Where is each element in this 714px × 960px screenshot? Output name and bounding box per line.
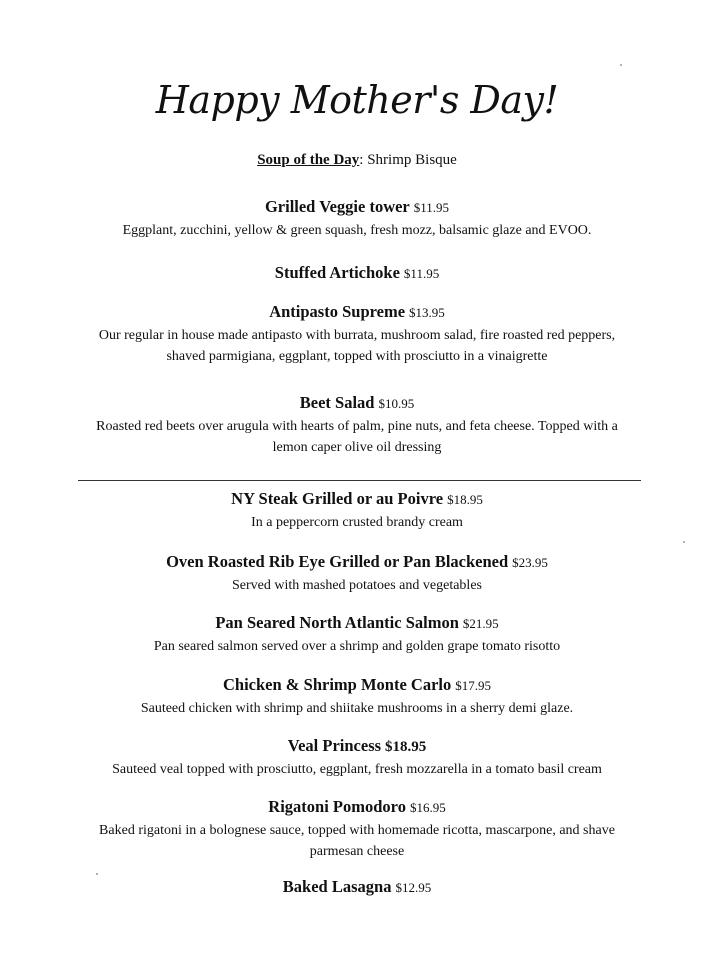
item-price: $13.95 <box>409 305 445 320</box>
item-price: $23.95 <box>512 555 548 570</box>
menu-item <box>0 302 714 367</box>
item-description-line: parmesan cheese <box>309 844 405 859</box>
menu-item <box>0 489 714 533</box>
menu-item <box>0 197 714 241</box>
section-divider <box>78 480 641 481</box>
menu-item <box>0 675 714 719</box>
item-name: Stuffed Artichoke <box>274 263 400 282</box>
item-description: In a peppercorn crusted brandy cream <box>251 515 463 530</box>
item-description: Served with mashed potatoes and vegetables <box>232 578 482 593</box>
item-price: $10.95 <box>378 396 415 411</box>
item-name: Beet Salad <box>299 393 375 412</box>
item-name: Antipasto Supreme <box>269 302 406 321</box>
menu-item <box>0 552 714 596</box>
soup-separator: : <box>359 152 364 168</box>
paper-speck <box>683 541 685 543</box>
item-price: $11.95 <box>403 266 440 281</box>
paper-speck <box>620 64 622 66</box>
item-description-line: Baked rigatoni in a bolognese sauce, topped with homemade ricotta, mascarpone, and shave <box>99 823 615 838</box>
paper-speck <box>96 873 98 875</box>
item-description: Eggplant, zucchini, yellow & green squash, fresh mozz, balsamic glaze and EVOO. <box>122 223 592 238</box>
item-description: Pan seared salmon served over a shrimp and golden grape tomato risotto <box>153 639 561 654</box>
item-description <box>0 416 714 458</box>
item-description-line: shaved parmigiana, eggplant, topped with prosciutto in a vinaigrette <box>166 349 548 364</box>
soup-value: Shrimp Bisque <box>367 152 457 168</box>
item-price: $21.95 <box>462 616 499 631</box>
menu-item <box>0 393 714 458</box>
item-price: $16.95 <box>409 800 446 815</box>
item-description: Sauteed veal topped with prosciutto, eggplant, fresh mozzarella in a tomato basil cream <box>112 762 602 777</box>
item-name: Oven Roasted Rib Eye Grilled or Pan Blackened <box>166 552 509 571</box>
item-description: Sauteed chicken with shrimp and shiitake mushrooms in a sherry demi glaze. <box>140 701 574 716</box>
page-title: Happy Mother's Day! <box>155 78 559 122</box>
item-price: $18.95 <box>385 739 427 755</box>
menu-item <box>0 613 714 657</box>
soup-label: Soup of the Day <box>257 152 360 168</box>
item-description-line: Roasted red beets over arugula with hearts of palm, pine nuts, and feta cheese. Topped with a <box>96 419 618 434</box>
menu-item <box>0 797 714 862</box>
item-name: Grilled Veggie tower <box>264 197 410 216</box>
soup-of-the-day <box>0 152 714 169</box>
item-name: Rigatoni Pomodoro <box>268 797 406 816</box>
item-price: $18.95 <box>447 492 483 507</box>
item-name: Chicken & Shrimp Monte Carlo <box>223 675 452 694</box>
item-name: Baked Lasagna <box>282 877 392 896</box>
item-price: $12.95 <box>395 880 432 895</box>
menu-item <box>0 877 714 897</box>
item-name: NY Steak Grilled or au Poivre <box>231 489 444 508</box>
item-price: $17.95 <box>455 678 491 693</box>
menu-item <box>0 736 714 780</box>
menu-item <box>0 263 714 283</box>
item-description-line: lemon caper olive oil dressing <box>272 440 442 455</box>
item-description <box>0 820 714 862</box>
item-price: $11.95 <box>413 200 450 215</box>
item-description <box>0 325 714 367</box>
item-name: Pan Seared North Atlantic Salmon <box>215 613 459 632</box>
item-name: Veal Princess <box>287 736 382 755</box>
item-description-line: Our regular in house made antipasto with burrata, mushroom salad, fire roasted red peppers, <box>98 328 616 343</box>
